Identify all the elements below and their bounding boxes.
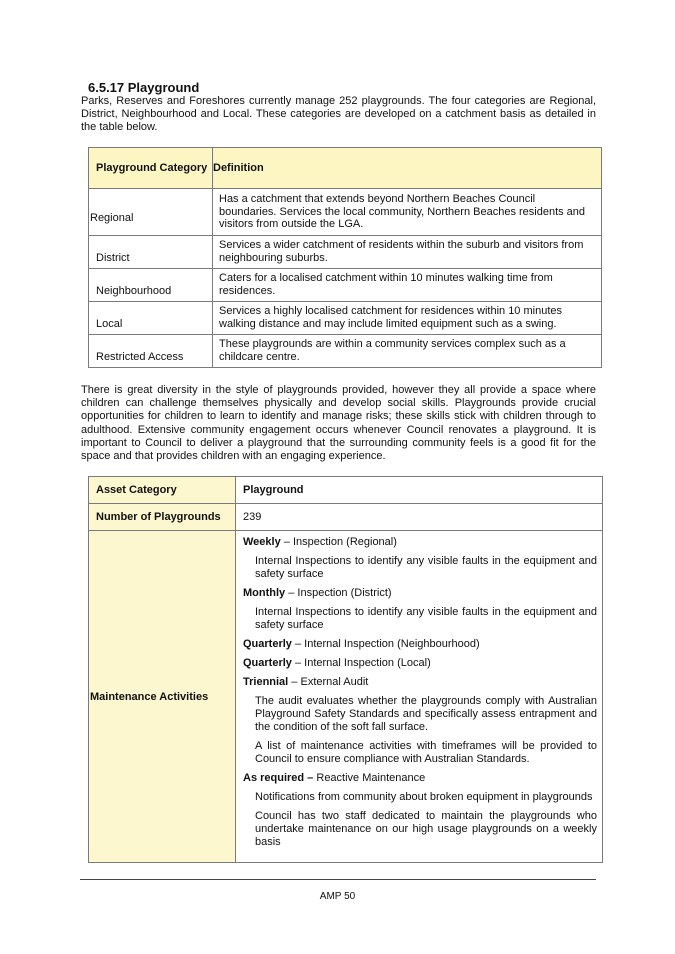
category-cell: Local <box>89 302 213 335</box>
definition-cell: Services a highly localised catchment for residences within 10 minutes walking distance and may include limited equipment such as a swing. <box>213 302 602 335</box>
number-of-playgrounds-label: Number of Playgrounds <box>89 504 236 531</box>
table-row <box>89 269 602 302</box>
activity-frequency: Triennial <box>243 676 289 688</box>
activity-type: Reactive Maintenance <box>316 772 426 784</box>
maintenance-activities-list <box>236 531 603 863</box>
activity-separator: – <box>280 536 293 548</box>
category-cell: Restricted Access <box>89 335 213 368</box>
table-row <box>89 302 602 335</box>
activity-detail: The audit evaluates whether the playgrounds comply with Australian Playground Safety Standards and specifically assess entrapment and the condition of the soft fall surface. <box>255 695 597 733</box>
category-cell: District <box>89 236 213 269</box>
section-heading: 6.5.17 Playground <box>88 80 200 95</box>
activity-detail: Council has two staff dedicated to maintain the playgrounds who undertake maintenance on our high usage playgrounds on a weekly basis <box>255 810 597 848</box>
definition-cell: Caters for a localised catchment within 10 minutes walking time from residences. <box>213 269 602 302</box>
activity-detail: Internal Inspections to identify any visible faults in the equipment and safety surface <box>255 555 597 580</box>
diversity-paragraph: There is great diversity in the style of playgrounds provided, however they all provide a space where children can challenge themselves physically and develop social skills. Playgrounds provide crucial opportunities for children to learn to identify and manage risks; these skills stick with children through to adulthood. Extensive community engagement occurs whenever Council renovates a playground. It is important to Council to deliver a playground that the surrounding community feels is a good fit for the space and that provides children with an engaging experience. <box>81 384 596 463</box>
activity-separator: – <box>288 676 301 688</box>
activity-type: Inspection (Regional) <box>292 536 397 548</box>
activity-frequency-line <box>243 676 597 689</box>
activity-type: Internal Inspection (Neighbourhood) <box>304 638 480 650</box>
definition-cell: These playgrounds are within a community services complex such as a childcare centre. <box>213 335 602 368</box>
table-row <box>89 531 603 863</box>
table-row <box>89 335 602 368</box>
activity-separator: – <box>285 587 298 599</box>
activity-frequency-line <box>243 772 597 785</box>
definition-cell: Services a wider catchment of residents within the suburb and visitors from neighbouring suburbs. <box>213 236 602 269</box>
activity-frequency-line <box>243 638 597 651</box>
column-header-category: Playground Category <box>89 148 213 189</box>
activity-frequency: Monthly <box>243 587 286 599</box>
activity-separator: – <box>291 657 305 669</box>
activity-type: Internal Inspection (Local) <box>304 657 431 669</box>
page-number: AMP 50 <box>319 891 356 902</box>
activity-detail: Internal Inspections to identify any visible faults in the equipment and safety surface <box>255 606 597 631</box>
activity-type: External Audit <box>300 676 369 688</box>
table-row <box>89 477 603 504</box>
activity-detail: A list of maintenance activities with timeframes will be provided to Council to ensure compliance with Australian Standards. <box>255 740 597 765</box>
definition-cell: Has a catchment that extends beyond Northern Beaches Council boundaries. Services the local community, Northern Beaches residents and visitors from outside the LGA. <box>213 189 602 236</box>
activity-frequency: Quarterly <box>243 657 292 669</box>
activity-frequency-line <box>243 536 597 549</box>
maintenance-activities-label: Maintenance Activities <box>89 531 236 863</box>
number-of-playgrounds-value: 239 <box>236 504 603 531</box>
footer-divider <box>80 879 596 880</box>
activity-frequency-line <box>243 587 597 600</box>
intro-paragraph: Parks, Reserves and Foreshores currently manage 252 playgrounds. The four categories are Regional, District, Neighbourhood and Local. These categories are developed on a catchment basis as detailed in the table below. <box>81 95 596 134</box>
asset-category-label: Asset Category <box>89 477 236 504</box>
column-header-definition: Definition <box>213 148 602 189</box>
category-cell: Neighbourhood <box>89 269 213 302</box>
activity-frequency: As required – <box>243 772 314 784</box>
playground-category-table <box>88 147 602 368</box>
asset-category-value: Playground <box>236 477 603 504</box>
table-row <box>89 236 602 269</box>
table-header-row <box>89 148 602 189</box>
activity-frequency: Weekly <box>243 536 281 548</box>
category-cell: Regional <box>89 189 213 236</box>
asset-maintenance-table <box>88 476 603 863</box>
activity-detail: Notifications from community about broken equipment in playgrounds <box>255 791 593 803</box>
activity-frequency: Quarterly <box>243 638 292 650</box>
activity-frequency-line <box>243 657 597 670</box>
activity-type: Inspection (District) <box>297 587 392 599</box>
table-row <box>89 504 603 531</box>
table-row <box>89 189 602 236</box>
activity-separator: – <box>291 638 305 650</box>
